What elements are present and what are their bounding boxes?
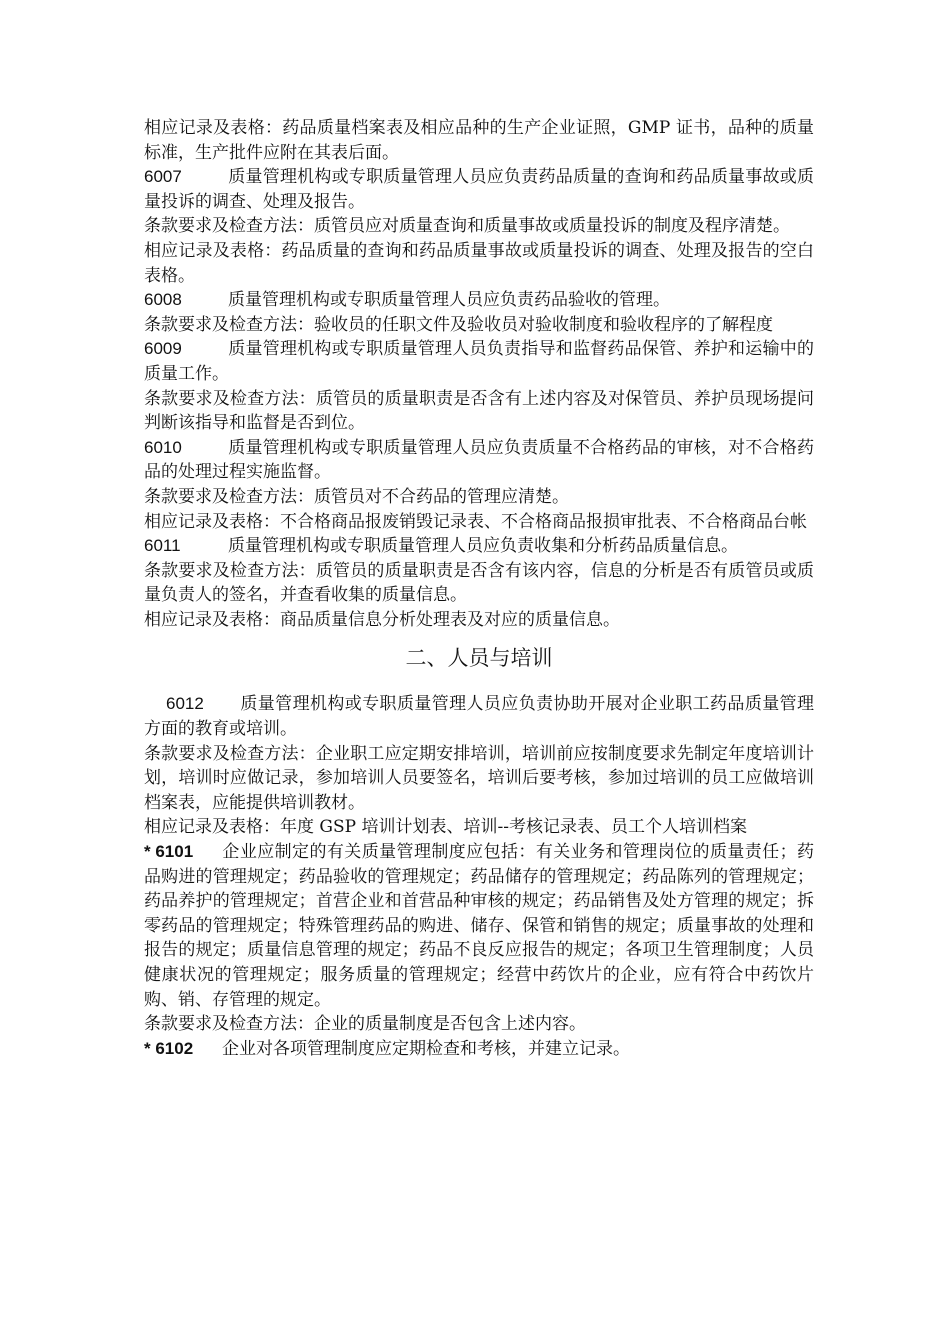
clause-6102 [144,1037,814,1062]
clause-code: 6009 [144,339,182,359]
clause-code: 6008 [144,290,182,310]
paragraph-records-6007: 相应记录及表格：药品质量的查询和药品质量事故或质量投诉的调查、处理及报告的空白表格。 [144,240,814,286]
clause-code: 6010 [144,437,182,457]
paragraph-method-6010: 条款要求及检查方法：质管员对不合药品的管理应清楚。 [144,486,569,507]
section-heading: 二、人员与培训 [405,646,553,671]
paragraph-method-6011: 条款要求及检查方法：质管员的质量职责是否含有该内容，信息的分析是否有质管员或质量负责人的签名，并查看收集的质量信息。 [144,560,814,606]
paragraph-records-6010: 相应记录及表格：不合格商品报废销毁记录表、不合格商品报损审批表、不合格商品台帐 [144,511,807,532]
clause-6101 [144,840,814,1012]
paragraph-method-6101: 条款要求及检查方法：企业的质量制度是否包含上述内容。 [144,1014,586,1035]
clause-6012 [144,692,814,741]
paragraph-records-6011: 相应记录及表格：商品质量信息分析处理表及对应的质量信息。 [144,609,620,630]
clause-code: 6011 [144,536,181,556]
clause-6011 [144,534,814,559]
paragraph-records-6012: 相应记录及表格：年度 GSP 培训计划表、培训--考核记录表、员工个人培训档案 [144,817,747,838]
paragraph-records-6006: 相应记录及表格：药品质量档案表及相应品种的生产企业证照，GMP 证书，品种的质量标准，生产批件应附在其表后面。 [144,118,814,163]
clause-code: 6007 [144,167,182,187]
paragraph-method-6008: 条款要求及检查方法：验收员的任职文件及验收员对验收制度和验收程序的了解程度 [144,314,773,335]
clause-text: 企业对各项管理制度应定期检查和考核，并建立记录。 [222,1038,630,1059]
paragraph-method-6007: 条款要求及检查方法：质管员应对质量查询和质量事故或质量投诉的制度及程序清楚。 [144,216,790,237]
clause-code: 6012 [166,694,204,714]
clause-6010 [144,436,814,485]
clause-code: * 6102 [144,1038,194,1058]
paragraph-method-6012: 条款要求及检查方法：企业职工应定期安排培训，培训前应按制度要求先制定年度培训计划，培训时应做记录，参加培训人员要签名，培训后要考核，参加过培训的员工应做培训档案表，应能提供培训教材。 [144,743,814,813]
clause-text: 质量管理机构或专职质量管理人员应负责药品质量的查询和药品质量事故或质量投诉的调查、处理及报告。 [144,167,814,212]
clause-code: * 6101 [144,842,194,862]
clause-text: 质量管理机构或专职质量管理人员负责指导和监督药品保管、养护和运输中的质量工作。 [144,339,814,384]
clause-6008 [144,288,814,313]
clause-text: 质量管理机构或专职质量管理人员应负责质量不合格药品的审核，对不合格药品的处理过程实施监督。 [144,437,814,483]
clause-text: 质量管理机构或专职质量管理人员应负责协助开展对企业职工药品质量管理方面的教育或培训。 [144,694,814,740]
document-page [144,116,814,1061]
clause-6009 [144,337,814,386]
clause-text: 质量管理机构或专职质量管理人员应负责药品验收的管理。 [228,290,670,311]
clause-text: 质量管理机构或专职质量管理人员应负责收集和分析药品质量信息。 [228,536,738,557]
clause-text: 企业应制定的有关质量管理制度应包括：有关业务和管理岗位的质量责任；药品购进的管理规定；药品验收的管理规定；药品储存的管理规定；药品陈列的管理规定；药品养护的管理规定；首营企业和首营品种审核的规定；药品销售及处方管理的规定；拆零药品的管理规定；特殊管理药品的购进、储存、保管和销售的规定；质量事故的处理和报告的规定；质量信息管理的规定；药品不良反应报告的规定；各项卫生管理制度；人员健康状况的管理规定；服务质量的管理规定；经营中药饮片的企业，应有符合中药饮片购、销、存管理的规定。 [144,842,814,1010]
paragraph-method-6009: 条款要求及检查方法：质管员的质量职责是否含有上述内容及对保管员、养护员现场提问判断该指导和监督是否到位。 [144,388,814,434]
clause-6007 [144,165,814,214]
